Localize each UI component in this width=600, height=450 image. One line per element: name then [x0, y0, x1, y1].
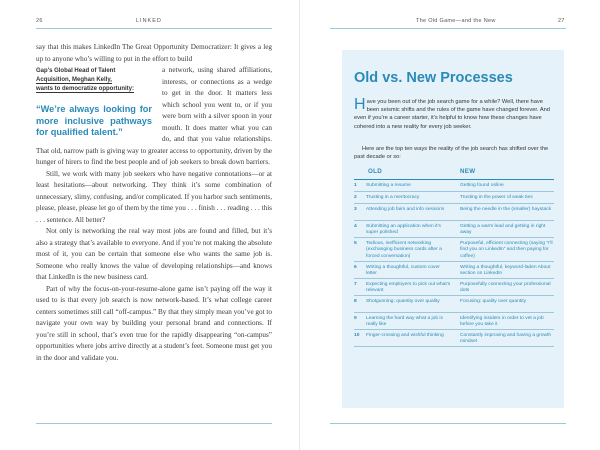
comparison-table — [354, 168, 554, 347]
table-row — [354, 296, 554, 313]
table-row — [354, 330, 554, 347]
cell-new: Writing a thoughtful, keyword-laden About section on LinkedIn — [460, 265, 551, 277]
cell-old: Tedious, inefficient networking (exchanging business cards after a forced conversation) — [366, 241, 442, 259]
table-row — [354, 204, 554, 221]
table-row — [354, 238, 554, 262]
cell-new: Getting found online — [460, 183, 504, 188]
box-intro-text: ave you been out of the job search game for a while? Well, there have been seismic shifts and the rules of the game have changed forever. And even if you’re a career starter, it’s helpful to know how these changes have cohered into a new reality for every job seeker. — [354, 99, 550, 130]
box-lead: Here are the top ten ways the reality of the job search has shifted over the past decade or so: — [354, 146, 549, 161]
table-row — [354, 192, 554, 204]
right-page — [300, 0, 600, 450]
cell-new: Identifying insiders in order to vet a job before you take it — [460, 316, 544, 328]
cell-old: Trusting in a meritocracy — [366, 195, 420, 200]
table-header — [354, 168, 554, 180]
row-number: 7 — [354, 282, 357, 287]
cell-old: Expecting employers to pick out what’s relevant — [366, 282, 451, 294]
sidebar-box — [342, 50, 564, 408]
table-row — [354, 279, 554, 296]
cell-new: Getting a warm lead and getting in right away — [460, 224, 546, 236]
running-head-left: LINKED — [136, 18, 162, 24]
table-row — [354, 313, 554, 330]
running-head-right: The Old Game—and the New — [416, 18, 496, 24]
table-body — [354, 180, 554, 347]
page-number-left: 26 — [36, 18, 43, 24]
row-number: 3 — [354, 207, 357, 212]
page-number-right: 27 — [558, 18, 565, 24]
row-number: 1 — [354, 183, 357, 188]
cell-old: Finger-crossing and wishful thinking — [366, 333, 444, 338]
pullquote-attribution-line1: Gap's Global Head of Talent — [36, 68, 116, 74]
paragraph-4: Part of why the focus-on-your-resume-alone game isn’t paying off the way it used to is that every job search is now network-based. It’s what college career centers sometimes still call “off-campus.” By that they simply mean you’ve got to navigate your own way by building your personal brand and connections. If you’re still in school, that’s even true for the rapidly disappearing “on-campus” opportunities where jobs arrive directly at a student’s feet. Someone must get you in the door and validate you. — [36, 284, 273, 362]
cell-old: Attending job fairs and info sessions — [366, 207, 445, 212]
cell-new: Constantly improving and having a growth mindset — [460, 333, 552, 345]
table-row — [354, 221, 554, 238]
row-number: 9 — [354, 316, 357, 321]
row-number: 2 — [354, 195, 357, 200]
table-row — [354, 180, 554, 192]
row-number: 6 — [354, 265, 357, 270]
paragraph-1-wrap: a network, using shared affiliations, interests, or connections as a wedge to get in the door. It matters less which school you went to, or if you were born with a silver spoon in your mouth. It does matter what you can do, and that you value relationships. That old, narrow path is giving way to greater access to opportunity, driven by the hunger of hirers to find the best people and of job seekers to break down barriers. — [36, 66, 272, 166]
cell-old: Shotgunning: quantity over quality — [366, 299, 440, 304]
pullquote-attribution — [36, 67, 152, 94]
cell-new: Being the needle in the (smaller) haystack — [460, 207, 552, 212]
cell-new: Purposefully connecting your professional dots — [460, 282, 551, 294]
header-rule-left — [36, 28, 272, 29]
cell-old: Submitting a resume — [366, 183, 411, 188]
box-intro — [354, 98, 552, 131]
pullquote-text: “We’re always looking for more inclusive pathways for qualified talent.” — [36, 104, 152, 137]
paragraph-1-start: say that this makes LinkedIn The Great Opportunity Democratizer: It gives a leg up to anyone who’s willing to put in the effort to build — [36, 43, 272, 63]
row-number: 10 — [354, 333, 360, 338]
row-number: 5 — [354, 241, 357, 246]
paragraph-3: Not only is networking the real way most jobs are found and filled, but it’s also a strategy that’s available to everyone. And if you’re not making the absolute most of it, you can be certain that someone else who wants the same job is. Someone who really knows the value of developing relationships—and knows that LinkedIn is the new business card. — [36, 227, 272, 281]
cell-old: Submitting an application when it’s super polished — [366, 224, 441, 236]
cell-old: Learning the hard way what a job is really like — [366, 316, 443, 328]
paragraph-2: Still, we work with many job seekers who have negative connotations—or at least hesitations—about networking. They think it’s some combination of unnecessary, slimy, confusing, and/or complicated. If you harbor such sentiments, please, please, please let go of them by the time you . . . finish . . . reading . . . this . . . sentence. All better? — [36, 169, 272, 224]
pullquote — [36, 67, 152, 139]
cell-new: Focusing: quality over quantity — [460, 299, 527, 304]
pullquote-attribution-line2: Acquisition, Meghan Kelly, — [36, 77, 112, 83]
drop-cap: H — [354, 96, 366, 113]
pullquote-attribution-line3: wants to democratize opportunity: — [36, 86, 135, 92]
body-text — [36, 42, 272, 364]
row-number: 4 — [354, 224, 357, 229]
table-row — [354, 262, 554, 279]
row-number: 8 — [354, 299, 357, 304]
footer-rule-left — [36, 423, 272, 424]
column-header-new: NEW — [460, 168, 476, 175]
cell-new: Purposeful, efficient connecting (saying “I’ll find you on LinkedIn” and then paying for coffee) — [460, 241, 553, 259]
footer-rule-right — [330, 423, 566, 424]
cell-new: Trusting in the power of weak ties — [460, 195, 533, 200]
cell-old: Writing a thoughtful, custom cover letter — [366, 265, 440, 277]
box-title: Old vs. New Processes — [354, 70, 513, 86]
header-rule-right — [330, 28, 566, 29]
column-header-old: OLD — [368, 168, 382, 175]
